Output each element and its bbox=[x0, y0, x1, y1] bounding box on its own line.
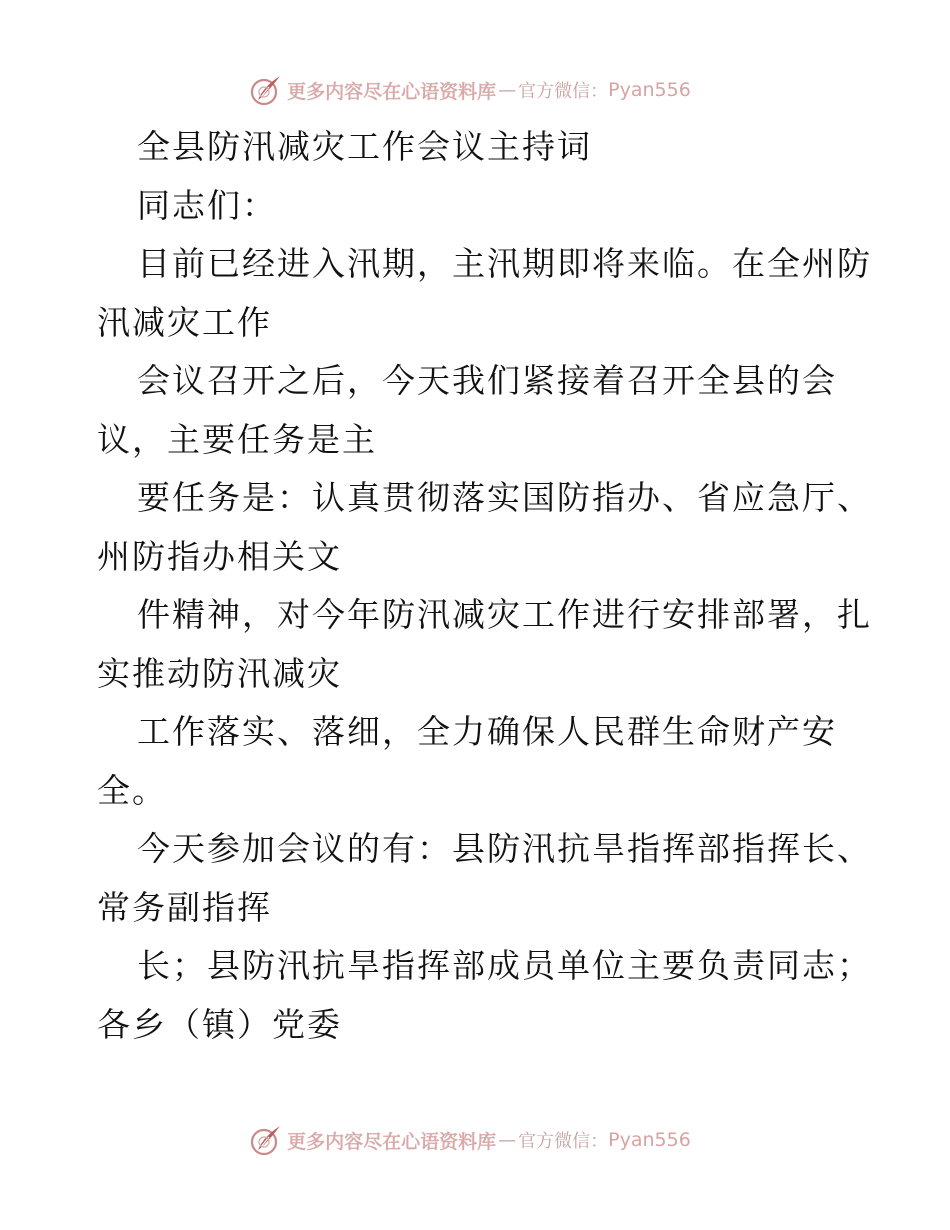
document-title: 全县防汛减灾工作会议主持词 bbox=[137, 127, 592, 166]
document-line: 议，主要任务是主 bbox=[97, 419, 377, 459]
document-line: 工作落实、落细，全力确保人民群生命财产安 bbox=[137, 712, 837, 751]
document-line: 今天参加会议的有：县防汛抗旱指挥部指挥长、 bbox=[137, 829, 872, 868]
quill-pen-logo-icon bbox=[249, 73, 283, 107]
document-line: 目前已经进入汛期，主汛期即将来临。在全州防 bbox=[137, 244, 872, 283]
document-line: 件精神，对今年防汛减灾工作进行安排部署，扎 bbox=[137, 595, 872, 634]
document-line: 同志们： bbox=[137, 185, 277, 225]
footer-banner-text: 更多内容尽在心语资料库 bbox=[287, 1130, 497, 1153]
document-line: 全。 bbox=[97, 770, 167, 810]
document-line: 实推动防汛减灾 bbox=[97, 653, 342, 693]
document-line: 要任务是：认真贯彻落实国防指办、省应急厅、 bbox=[137, 478, 872, 517]
header-banner-dash: — bbox=[498, 79, 517, 101]
header-banner bbox=[0, 70, 950, 110]
document-line: 州防指办相关文 bbox=[97, 536, 342, 576]
document-line: 常务副指挥 bbox=[97, 887, 272, 927]
header-wechat-id: Pyan556 bbox=[608, 79, 691, 101]
footer-wechat-id: Pyan556 bbox=[608, 1129, 691, 1151]
document-line: 汛减灾工作 bbox=[97, 302, 272, 342]
quill-pen-logo-icon bbox=[249, 1123, 283, 1157]
footer-banner-content bbox=[249, 1123, 691, 1157]
footer-wechat-label: 官方微信： bbox=[518, 1131, 609, 1152]
document-line: 会议召开之后，今天我们紧接着召开全县的会 bbox=[137, 361, 837, 400]
header-banner-content bbox=[249, 73, 691, 107]
document-line: 各乡（镇）党委 bbox=[97, 1004, 342, 1044]
header-banner-text: 更多内容尽在心语资料库 bbox=[287, 80, 497, 103]
document-line: 长；县防汛抗旱指挥部成员单位主要负责同志； bbox=[137, 946, 872, 985]
document-body bbox=[97, 118, 872, 1054]
footer-banner-dash: — bbox=[498, 1129, 517, 1151]
header-wechat-label: 官方微信： bbox=[518, 81, 609, 102]
footer-banner bbox=[0, 1120, 950, 1160]
